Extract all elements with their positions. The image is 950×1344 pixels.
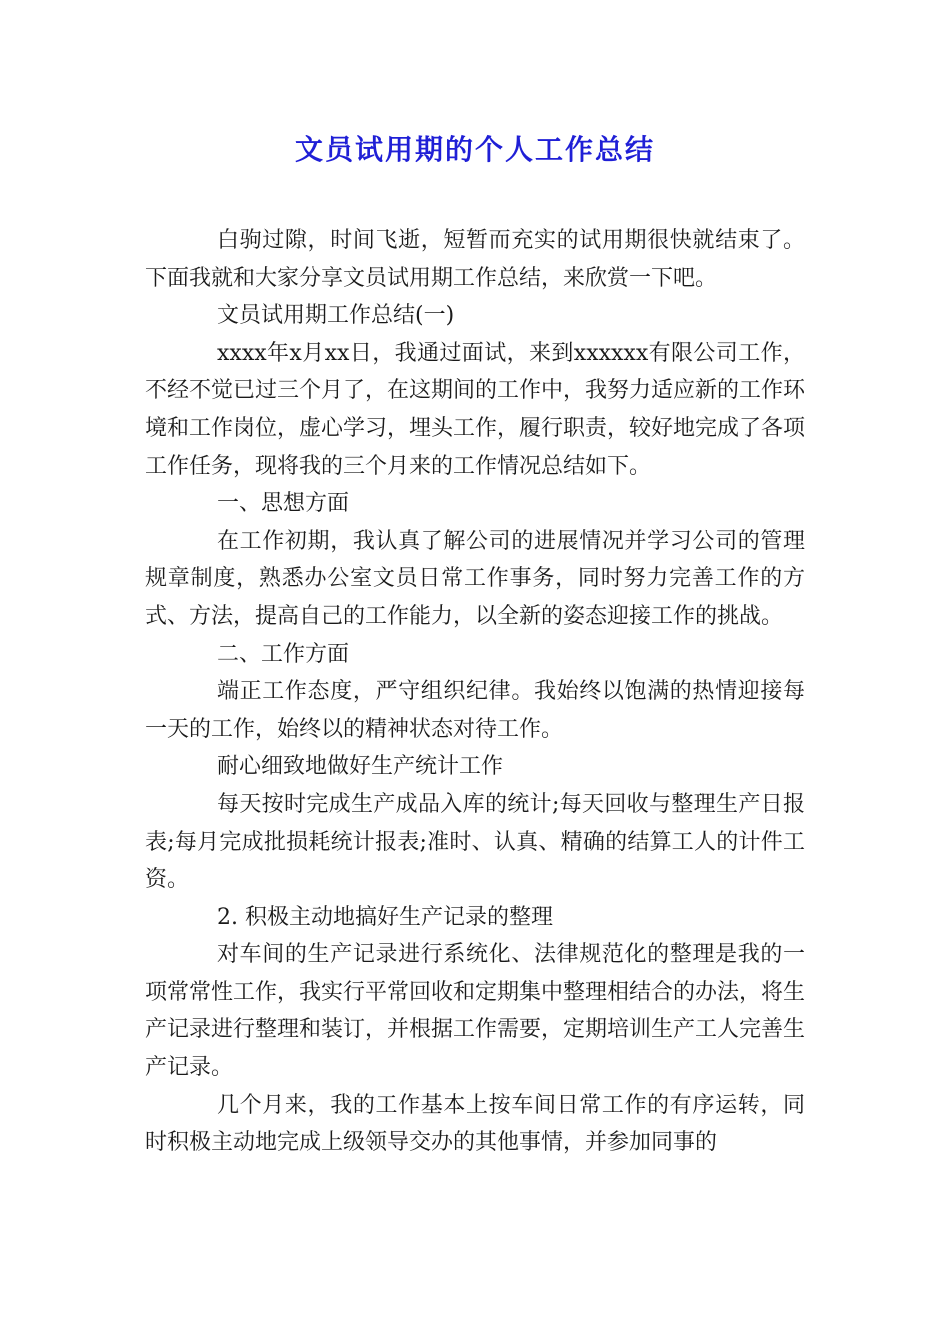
section-heading-thinking: 一、思想方面 — [217, 491, 350, 517]
paragraph-attitude: 端正工作态度，严守组织纪律。我始终以饱满的热情迎接每一天的工作，始终以的精神状态对待工作。 — [145, 679, 805, 742]
document-body — [145, 222, 805, 1162]
document-title: 文员试用期的个人工作总结 — [294, 133, 655, 166]
paragraph-intro: 白驹过隙，时间飞逝，短暂而充实的试用期很快就结束了。下面我就和大家分享文员试用期工作总结，来欣赏一下吧。 — [145, 228, 805, 291]
paragraph-records: 对车间的生产记录进行系统化、法律规范化的整理是我的一项常常性工作，我实行平常回收和定期集中整理相结合的办法，将生产记录进行整理和装订，并根据工作需要，定期培训生产工人完善生产记录。 — [145, 942, 806, 1081]
section-heading-work: 二、工作方面 — [217, 641, 350, 667]
subheading-statistics: 耐心细致地做好生产统计工作 — [217, 754, 504, 780]
paragraph-closing: 几个月来，我的工作基本上按车间日常工作的有序运转，同时积极主动地完成上级领导交办的其他事情，并参加同事的 — [145, 1092, 805, 1156]
paragraph-statistics: 每天按时完成生产成品入库的统计;每天回收与整理生产日报表;每月完成批损耗统计报表;准时、认真、精确的结算工人的计件工资。 — [145, 791, 805, 893]
paragraph-thinking: 在工作初期，我认真了解公司的进展情况并学习公司的管理规章制度，熟悉办公室文员日常工作事务，同时努力完善工作的方式、方法，提高自己的工作能力，以全新的姿态迎接工作的挑战。 — [145, 528, 805, 629]
section-heading-summary-one: 文员试用期工作总结(一) — [217, 303, 455, 329]
subheading-records: 2. 积极主动地搞好生产记录的整理 — [217, 904, 553, 930]
paragraph-overview: xxxx年x月xx日，我通过面试，来到xxxxxx有限公司工作，不经不觉已过三个月了，在这期间的工作中，我努力适应新的工作环境和工作岗位，虚心学习，埋头工作，履行职责，较好地完成了各项工作任务，现将我的三个月来的工作情况总结如下。 — [145, 340, 806, 479]
